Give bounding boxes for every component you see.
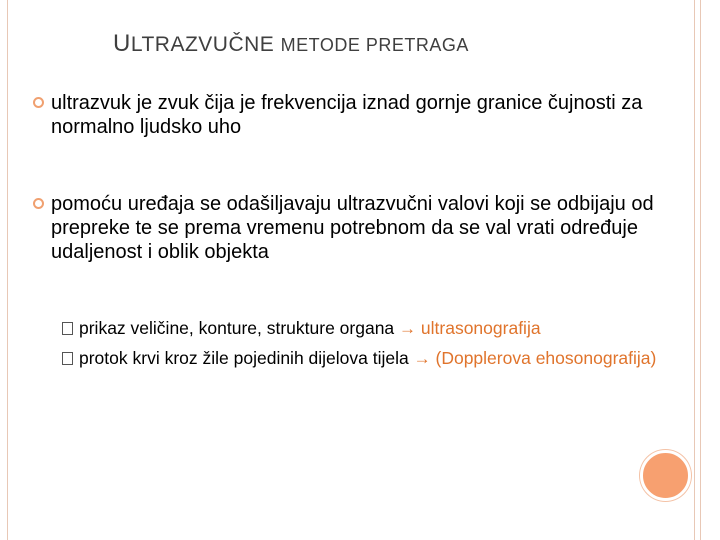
checkbox-icon bbox=[62, 352, 73, 365]
slide-title bbox=[113, 30, 469, 58]
frame-line-left bbox=[7, 0, 8, 540]
circle-bullet-icon bbox=[33, 97, 44, 108]
sub-item-text: prikaz veličine, konture, strukture organa bbox=[79, 318, 395, 338]
checkbox-icon bbox=[62, 322, 73, 335]
title-rest: METODE PRETRAGA bbox=[280, 35, 469, 55]
sub-item-result: ultrasonografija bbox=[420, 318, 541, 338]
circle-bullet-icon bbox=[33, 198, 44, 209]
title-caps: LTRAZVUČNE bbox=[130, 33, 275, 56]
decorative-circle bbox=[640, 450, 691, 501]
right-arrow-icon: → bbox=[399, 319, 417, 338]
bullet-text-2: pomoću uređaja se odašiljavaju ultrazvučni valovi koji se odbijaju od prepreke te se prema vremenu potrebnom da se val vrati određuje udaljenost i oblik objekta bbox=[51, 193, 654, 263]
sub-item-2 bbox=[62, 348, 692, 370]
title-first-letter: U bbox=[113, 30, 131, 57]
sub-item-text: protok krvi kroz žile pojedinih dijelova tijela bbox=[79, 348, 409, 368]
sub-item-result: (Dopplerova ehosonografija) bbox=[435, 348, 657, 368]
sub-item-1 bbox=[62, 318, 692, 340]
bullet-text-1: ultrazvuk je zvuk čija je frekvencija iznad gornje granice čujnosti za normalno ljudsko uho bbox=[51, 92, 643, 138]
frame-line-right-2 bbox=[700, 0, 701, 540]
right-arrow-icon: → bbox=[413, 349, 431, 368]
frame-line-right-1 bbox=[694, 0, 695, 540]
